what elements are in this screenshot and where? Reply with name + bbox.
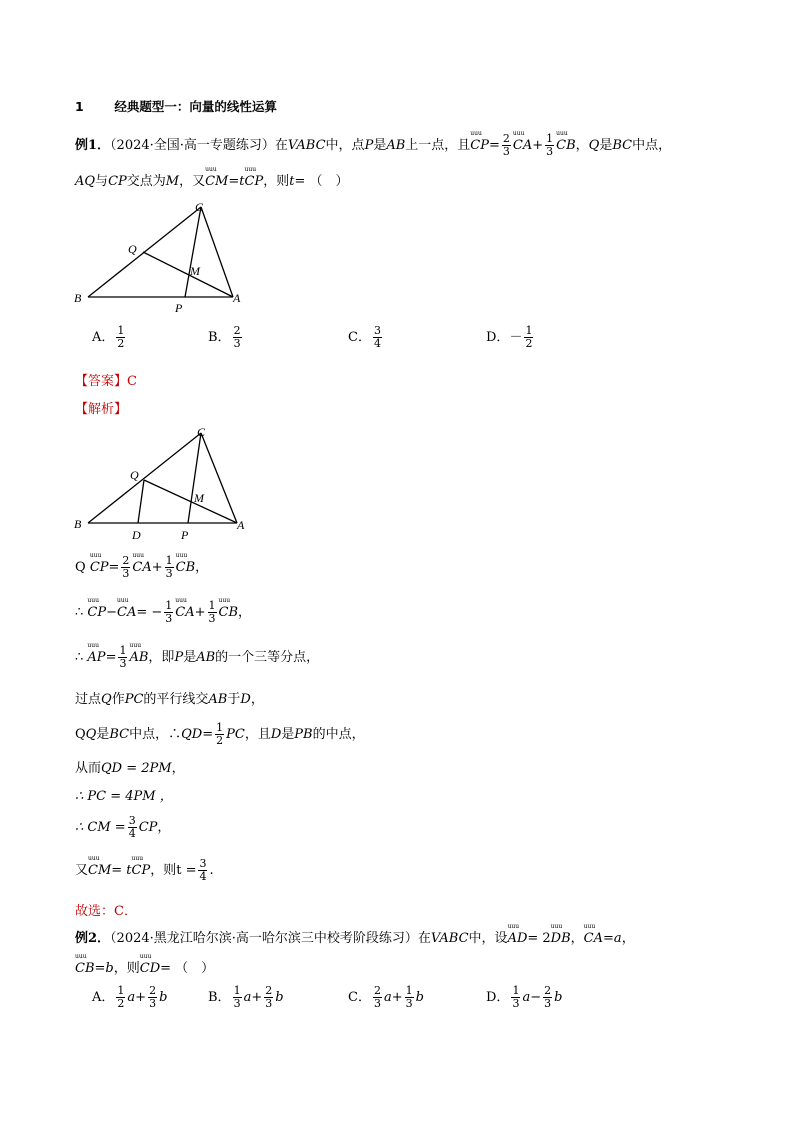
text: ， (238, 605, 252, 620)
option-sign: － (509, 330, 523, 345)
segment-cp: CP (108, 174, 127, 189)
point-m: M (165, 174, 180, 189)
text: = （ ） (160, 961, 215, 976)
option-letter: D． (486, 990, 510, 1005)
fraction (198, 858, 207, 883)
example1-source: （2024·全国·高一专题练习）在 (110, 138, 288, 153)
fraction (511, 985, 520, 1010)
vector-cp: uuu CP (132, 863, 151, 878)
solution-line-10: 故选：C． (75, 904, 137, 919)
point-p: P (364, 138, 374, 153)
text: 上一点，且 (405, 138, 471, 153)
therefore-symbol: ∴ (75, 605, 84, 620)
segment-cp: CP (138, 820, 158, 835)
example1-line2 (75, 170, 349, 189)
solution-line-5 (75, 722, 365, 747)
denominator: 3 (233, 997, 241, 1010)
text: 是 (281, 727, 295, 742)
segment-aq: AQ (75, 174, 96, 189)
denominator: 4 (128, 827, 136, 840)
therefore-symbol: ∴ (75, 650, 84, 665)
fraction (543, 985, 552, 1010)
option-2 (348, 325, 384, 350)
plus: + (194, 605, 206, 620)
option-1 (208, 325, 244, 350)
analysis-label: 【解析】 (75, 402, 128, 417)
numerator: 1 (405, 984, 413, 997)
text: 是 (373, 138, 387, 153)
vector-var: a (127, 990, 136, 1005)
fraction (524, 325, 533, 350)
denominator: 2 (525, 337, 533, 350)
fraction (128, 815, 137, 840)
point-q: Q (588, 138, 600, 153)
text: 与 (95, 174, 109, 189)
text: ， (570, 931, 584, 946)
text: 中，点 (325, 138, 365, 153)
vector-cb: uuu CB (219, 605, 239, 620)
denominator: 2 (216, 734, 224, 747)
denominator: 3 (265, 997, 273, 1010)
example1-label: 例1． (75, 138, 111, 153)
option-letter: A． (92, 990, 115, 1005)
minus: − (106, 605, 118, 620)
example2-line2 (75, 957, 214, 976)
segment-pb: PB (294, 727, 313, 742)
text: ，且 (244, 727, 271, 742)
label-c: C (197, 425, 206, 439)
var-t: t (289, 174, 295, 189)
vector-cd: uuu CD (140, 961, 160, 976)
vector-a: a (613, 931, 622, 946)
triangle-figure-1 (70, 196, 270, 318)
fraction (165, 555, 174, 580)
numerator: 2 (373, 984, 381, 997)
denominator: 4 (199, 870, 207, 883)
text: 中点，∴ (129, 727, 182, 742)
vector-cb: uuu CB (75, 961, 95, 976)
text: 过点 (75, 692, 102, 707)
denominator: 3 (405, 997, 413, 1010)
fraction (373, 325, 382, 350)
point-q: Q (101, 692, 112, 707)
vector-var: b (275, 990, 284, 1005)
text: ，则 (263, 174, 290, 189)
segment-cp (185, 207, 201, 297)
segment-cp (188, 433, 201, 523)
text: 是 (96, 727, 110, 742)
vector-var: b (415, 990, 424, 1005)
numerator: 1 (165, 554, 173, 567)
text: 作 (111, 692, 125, 707)
text: ， (575, 138, 589, 153)
equation: QD = 2PM (101, 761, 172, 776)
fraction (373, 985, 382, 1010)
segment-ab: AB (208, 692, 228, 707)
numerator: 2 (149, 984, 157, 997)
plus: + (151, 560, 163, 575)
vector-var: b (159, 990, 168, 1005)
numerator: 2 (544, 984, 552, 997)
vector-cp: uuu CP (87, 605, 106, 620)
fraction (215, 722, 224, 747)
option-0 (92, 325, 127, 350)
vector-cb: uuu CB (556, 138, 576, 153)
solution-line-6 (75, 757, 185, 776)
point-d: D (240, 692, 251, 707)
equals: = (94, 961, 106, 976)
text: ， (621, 931, 635, 946)
solution-line-9 (75, 858, 214, 883)
because-symbol: Q (75, 727, 86, 742)
numerator: 3 (199, 857, 207, 870)
equals: = (202, 727, 214, 742)
denominator: 2 (117, 337, 125, 350)
text: 的中点， (312, 727, 365, 742)
numerator: 3 (373, 324, 381, 337)
vector-cm: uuu CM (205, 174, 228, 189)
option-3 (486, 985, 562, 1010)
option-3 (486, 325, 535, 350)
segment-ab: AB (196, 650, 216, 665)
option-0 (92, 985, 167, 1010)
label-m: M (194, 491, 204, 505)
option-letter: C． (348, 990, 371, 1005)
text: . (209, 863, 214, 878)
solution-line-8 (75, 815, 170, 840)
equals: = 2 (527, 931, 551, 946)
point-d: D (270, 727, 282, 742)
fraction (208, 600, 217, 625)
segment-bc: BC (109, 727, 130, 742)
numerator: 1 (117, 984, 125, 997)
segment-ab: AB (386, 138, 406, 153)
label-b: B (74, 291, 82, 305)
fraction (121, 555, 130, 580)
segment-qd (138, 480, 144, 523)
numerator: 1 (512, 984, 520, 997)
option-1 (208, 985, 284, 1010)
fraction (264, 985, 273, 1010)
text: ，则 (113, 961, 140, 976)
text: 中点， (632, 138, 672, 153)
numerator: 1 (208, 599, 216, 612)
text: = （ ） (294, 174, 349, 189)
numerator: 2 (122, 554, 130, 567)
text: ， (195, 560, 209, 575)
solution-line-2 (75, 600, 251, 625)
triangle-name: VABC (430, 931, 469, 946)
label-a: A (233, 291, 241, 305)
option-letter: B． (208, 990, 231, 1005)
label-b: B (74, 517, 82, 531)
vector-cp: uuu CP (470, 138, 489, 153)
vector-ca: uuu CA (513, 138, 532, 153)
text: ，又 (179, 174, 206, 189)
triangle-name: VABC (287, 138, 326, 153)
side-bc (88, 433, 201, 523)
solution-line-1 (75, 555, 208, 580)
denominator: 3 (208, 612, 216, 625)
denominator: 3 (373, 997, 381, 1010)
vector-cp: uuu CP (90, 560, 109, 575)
solution-line-3 (75, 645, 319, 670)
denominator: 4 (373, 337, 381, 350)
denominator: 3 (546, 145, 554, 158)
segment-bc: BC (612, 138, 633, 153)
numerator: 1 (216, 721, 224, 734)
text: ， (250, 692, 264, 707)
numerator: 3 (128, 814, 136, 827)
segment-pc: PC (226, 727, 245, 742)
point-q: Q (85, 727, 97, 742)
text: 中，设 (468, 931, 508, 946)
label-c: C (195, 200, 204, 214)
text: 是 (599, 138, 613, 153)
label-p: P (175, 301, 183, 315)
option-letter: D． (486, 330, 510, 345)
denominator: 3 (165, 612, 173, 625)
text: 的一个三等分点， (215, 650, 320, 665)
numerator: 1 (233, 984, 241, 997)
label-m: M (190, 264, 200, 278)
text: 于 (227, 692, 241, 707)
denominator: 3 (544, 997, 552, 1010)
numerator: 1 (546, 132, 554, 145)
denominator: 3 (165, 567, 173, 580)
vector-b: b (105, 961, 114, 976)
label-q: Q (128, 242, 137, 256)
vector-db: uuu DB (551, 931, 571, 946)
denominator: 3 (149, 997, 157, 1010)
denominator: 3 (119, 657, 127, 670)
numerator: 1 (525, 324, 533, 337)
label-a: A (237, 518, 245, 532)
fraction (233, 325, 242, 350)
fraction (116, 325, 125, 350)
numerator: 1 (117, 324, 125, 337)
answer-value: C (127, 374, 137, 389)
triangle-figure-2 (70, 420, 270, 544)
vector-ca: uuu CA (584, 931, 603, 946)
vector-ca: uuu CA (132, 560, 151, 575)
text: 又 (75, 863, 89, 878)
solution-line-7: ∴ PC = 4PM ， (75, 789, 173, 804)
answer-line (75, 370, 137, 389)
segment-qd: QD (181, 727, 203, 742)
denominator: 3 (512, 997, 520, 1010)
operator: + (135, 990, 147, 1005)
equals: = (489, 138, 500, 153)
vector-ad: uuu AD (508, 931, 528, 946)
vector-var: b (554, 990, 563, 1005)
vector-cb: uuu CB (176, 560, 196, 575)
example2-line1 (75, 927, 635, 946)
denominator: 2 (117, 997, 125, 1010)
equals: = − (136, 605, 163, 620)
numerator: 1 (119, 644, 127, 657)
example1-line1 (75, 133, 671, 158)
example2-source: （2024·黑龙江哈尔滨·高一哈尔滨三中校考阶段练习）在 (110, 931, 431, 946)
denominator: 3 (502, 145, 510, 158)
equals: = (108, 560, 120, 575)
point-p: P (174, 650, 184, 665)
fraction (116, 985, 125, 1010)
because-symbol: Q (75, 560, 86, 575)
example2-label: 例2． (75, 931, 111, 946)
fraction (118, 645, 127, 670)
vector-cp: uuu CP (245, 174, 264, 189)
numerator: 1 (165, 599, 173, 612)
section-title: 经典题型一：向量的线性运算 (114, 99, 277, 114)
text: ， (157, 820, 171, 835)
text: 从而 (75, 761, 102, 776)
section-number: 1 (75, 99, 84, 114)
numerator: 2 (265, 984, 273, 997)
vector-var: a (243, 990, 252, 1005)
text: 是 (183, 650, 197, 665)
option-letter: B． (208, 330, 231, 345)
fraction (405, 985, 414, 1010)
side-bc (88, 207, 201, 297)
option-letter: C． (348, 330, 371, 345)
section-heading (75, 97, 277, 115)
label-d: D (132, 528, 141, 542)
operator: − (530, 990, 542, 1005)
equals: = (603, 931, 614, 946)
segment-pc: PC (124, 692, 144, 707)
equals: = (105, 650, 117, 665)
text: ，则t = (150, 863, 197, 878)
option-2 (348, 985, 424, 1010)
vector-ap: uuu AP (87, 650, 105, 665)
fraction (502, 133, 511, 158)
label-q: Q (130, 468, 139, 482)
plus: + (532, 138, 544, 153)
vector-ca: uuu CA (117, 605, 136, 620)
numerator: 2 (502, 132, 510, 145)
var-t: t (239, 174, 245, 189)
equals: = (228, 174, 240, 189)
vector-cm: uuu CM (88, 863, 111, 878)
vector-ab: uuu AB (129, 650, 148, 665)
vector-var: a (522, 990, 531, 1005)
answer-label: 【答案】 (75, 374, 128, 389)
fraction (233, 985, 242, 1010)
text: ，即 (148, 650, 175, 665)
equals: = t (111, 863, 132, 878)
text: 交点为 (126, 174, 166, 189)
option-letter: A． (92, 330, 115, 345)
vector-var: a (383, 990, 392, 1005)
denominator: 3 (122, 567, 130, 580)
vector-ca: uuu CA (175, 605, 194, 620)
label-p: P (181, 528, 189, 542)
text: ， (171, 761, 185, 776)
operator: + (251, 990, 263, 1005)
numerator: 2 (233, 324, 241, 337)
fraction (148, 985, 157, 1010)
fraction (545, 133, 554, 158)
text: 的平行线交 (143, 692, 209, 707)
fraction (164, 600, 173, 625)
denominator: 3 (233, 337, 241, 350)
equation: ∴ CM = (75, 820, 126, 835)
solution-line-4 (75, 688, 264, 707)
operator: + (391, 990, 403, 1005)
